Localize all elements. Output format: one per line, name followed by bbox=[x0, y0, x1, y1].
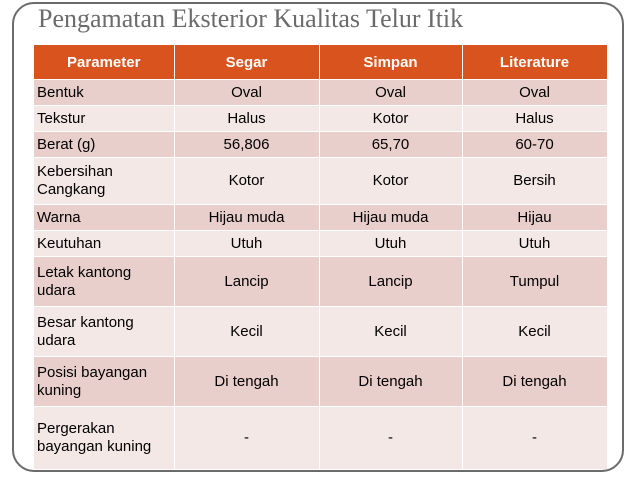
cell-simpan: Di tengah bbox=[319, 357, 462, 407]
table-row bbox=[34, 205, 607, 231]
cell-parameter: Berat (g) bbox=[34, 132, 174, 158]
page-title: Pengamatan Eksterior Kualitas Telur Itik bbox=[38, 4, 464, 33]
cell-segar: Halus bbox=[174, 106, 319, 132]
cell-simpan: - bbox=[319, 407, 462, 469]
cell-simpan: Kotor bbox=[319, 106, 462, 132]
table-row bbox=[34, 257, 607, 307]
table-row bbox=[34, 158, 607, 205]
cell-simpan: Lancip bbox=[319, 257, 462, 307]
cell-literature: 60-70 bbox=[462, 132, 607, 158]
cell-parameter: Kebersihan Cangkang bbox=[34, 158, 174, 205]
cell-literature: Kecil bbox=[462, 307, 607, 357]
cell-simpan: Kecil bbox=[319, 307, 462, 357]
cell-segar: Oval bbox=[174, 80, 319, 106]
cell-simpan: Utuh bbox=[319, 231, 462, 257]
table-row bbox=[34, 357, 607, 407]
table-row bbox=[34, 231, 607, 257]
cell-segar: Kecil bbox=[174, 307, 319, 357]
cell-segar: Di tengah bbox=[174, 357, 319, 407]
cell-parameter: Letak kantong udara bbox=[34, 257, 174, 307]
table-row bbox=[34, 106, 607, 132]
cell-segar: Kotor bbox=[174, 158, 319, 205]
cell-segar: Utuh bbox=[174, 231, 319, 257]
cell-simpan: Oval bbox=[319, 80, 462, 106]
data-table bbox=[34, 45, 608, 469]
cell-parameter: Pergerakan bayangan kuning bbox=[34, 407, 174, 469]
cell-segar: Hijau muda bbox=[174, 205, 319, 231]
cell-segar: - bbox=[174, 407, 319, 469]
cell-literature: Di tengah bbox=[462, 357, 607, 407]
header-parameter: Parameter bbox=[34, 45, 174, 80]
cell-parameter: Keutuhan bbox=[34, 231, 174, 257]
cell-literature: Halus bbox=[462, 106, 607, 132]
cell-simpan: 65,70 bbox=[319, 132, 462, 158]
cell-segar: Lancip bbox=[174, 257, 319, 307]
header-simpan: Simpan bbox=[319, 45, 462, 80]
header-literature: Literature bbox=[462, 45, 607, 80]
cell-simpan: Kotor bbox=[319, 158, 462, 205]
cell-literature: Utuh bbox=[462, 231, 607, 257]
cell-simpan: Hijau muda bbox=[319, 205, 462, 231]
cell-parameter: Tekstur bbox=[34, 106, 174, 132]
table-row bbox=[34, 307, 607, 357]
header-segar: Segar bbox=[174, 45, 319, 80]
cell-literature: Bersih bbox=[462, 158, 607, 205]
table-row bbox=[34, 132, 607, 158]
cell-literature: Oval bbox=[462, 80, 607, 106]
cell-parameter: Besar kantong udara bbox=[34, 307, 174, 357]
cell-literature: - bbox=[462, 407, 607, 469]
cell-literature: Tumpul bbox=[462, 257, 607, 307]
table-row bbox=[34, 80, 607, 106]
table-row bbox=[34, 407, 607, 469]
cell-literature: Hijau bbox=[462, 205, 607, 231]
cell-parameter: Warna bbox=[34, 205, 174, 231]
cell-segar: 56,806 bbox=[174, 132, 319, 158]
table-header-row bbox=[34, 45, 607, 80]
cell-parameter: Bentuk bbox=[34, 80, 174, 106]
cell-parameter: Posisi bayangan kuning bbox=[34, 357, 174, 407]
